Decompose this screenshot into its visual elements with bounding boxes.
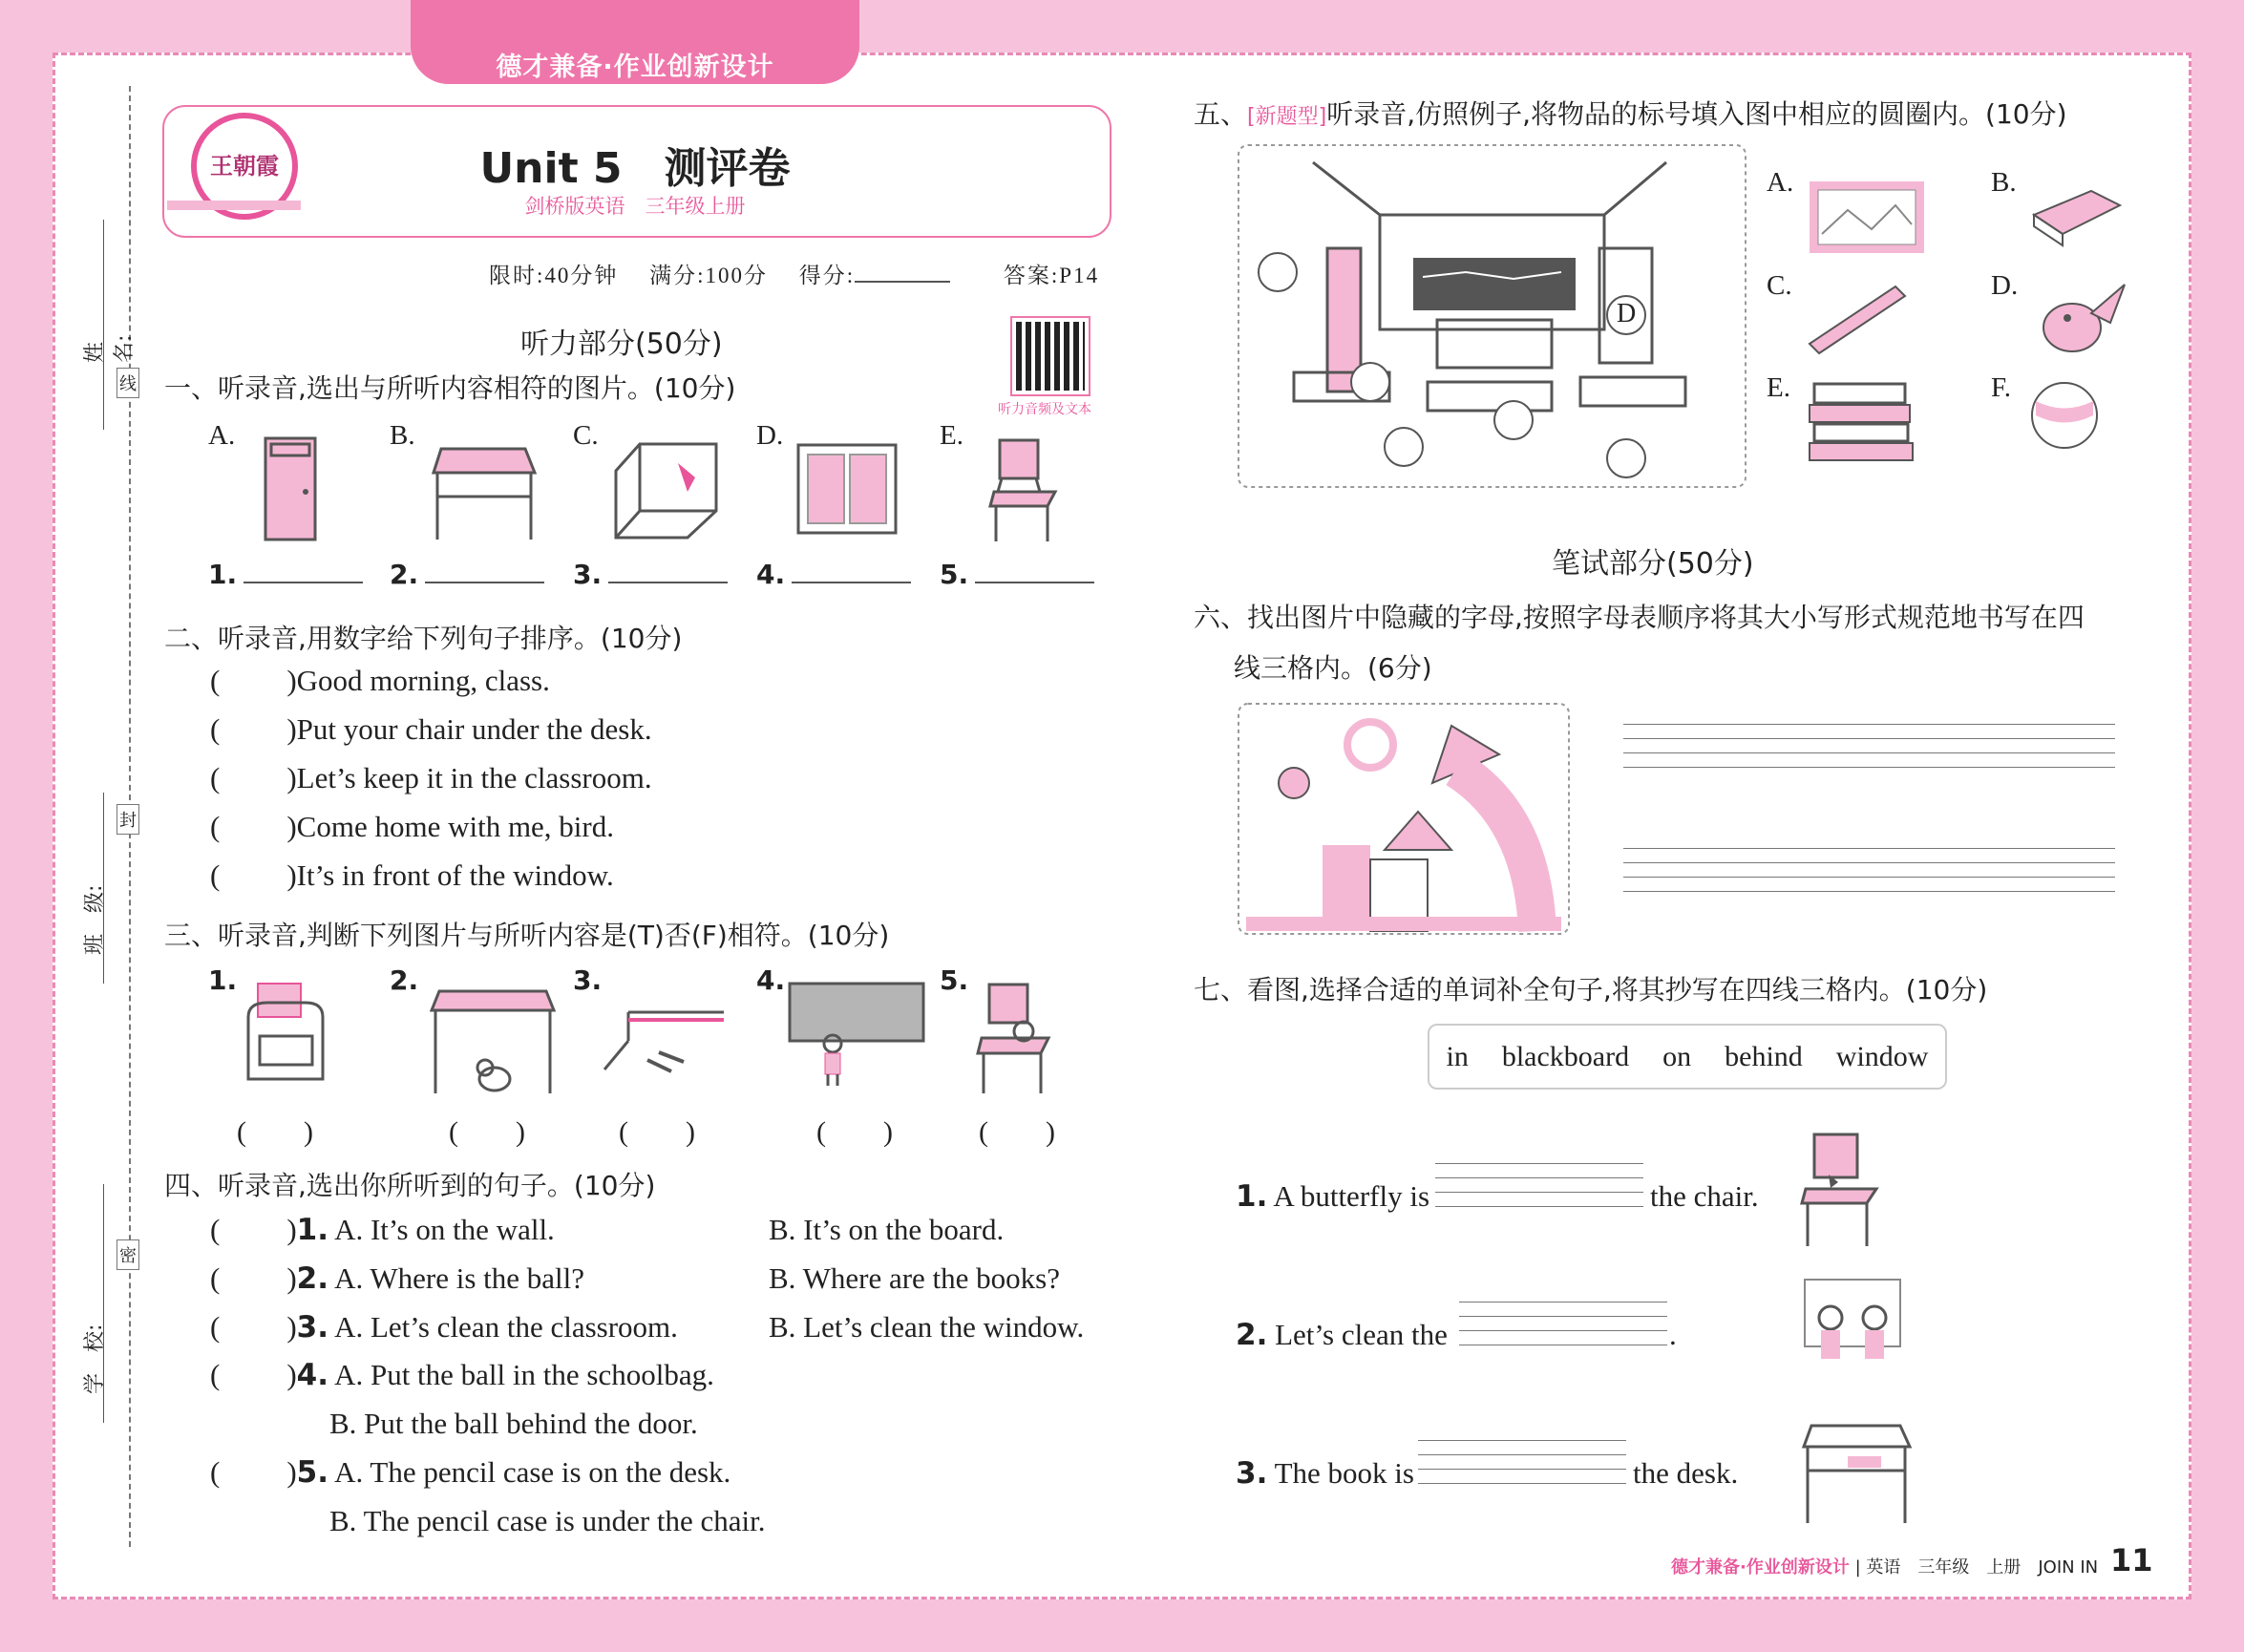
q5-option-a: A. <box>1767 167 1794 198</box>
q3-paren-3[interactable]: ( ) <box>619 1116 695 1148</box>
header-tab-text: 德才兼备·作业创新设计 <box>496 53 774 82</box>
word-behind: behind <box>1725 1040 1803 1072</box>
word-on: on <box>1662 1040 1692 1072</box>
q2-text-5: It’s in front of the window. <box>296 858 614 892</box>
q3-num-3: 3. <box>573 964 603 996</box>
q7-s3-pre: The book is <box>1274 1456 1414 1490</box>
q4-item-1: ( )1. A. It’s on the wall. <box>210 1213 555 1247</box>
q7-sentence-3 <box>1236 1456 1414 1491</box>
q6-title-line2: 线三格内。(6分) <box>1234 652 1432 684</box>
word-in: in <box>1446 1040 1469 1072</box>
q2-item-4: ( )Come home with me, bird. <box>210 810 614 843</box>
schoolbag-picture <box>239 979 334 1089</box>
chair-picture <box>988 434 1065 544</box>
score-blank[interactable] <box>855 281 950 283</box>
listening-title: 听力部分(50分) <box>520 328 723 361</box>
name-label: 姓 名: <box>83 320 137 363</box>
word-window: window <box>1835 1040 1929 1072</box>
time-limit: 限时:40分钟 <box>489 264 619 287</box>
q7-s2-lines[interactable] <box>1459 1302 1667 1359</box>
q4-title: 四、听录音,选出你所听到的句子。(10分) <box>164 1170 656 1201</box>
q5-option-d: D. <box>1991 270 2019 301</box>
q3-num-4: 4. <box>756 964 786 996</box>
class-label: 班 级: <box>83 884 107 955</box>
word-blackboard: blackboard <box>1501 1040 1630 1072</box>
qr-code[interactable] <box>1012 318 1089 394</box>
qr-label: 听力音频及文本 <box>998 402 1091 417</box>
q1-answer-2[interactable] <box>425 582 544 583</box>
class-blank <box>103 793 104 984</box>
q1-blank-2 <box>390 559 544 591</box>
q3-paren-1[interactable]: ( ) <box>237 1116 313 1148</box>
door-picture <box>258 434 325 544</box>
q3-num-2: 2. <box>390 964 419 996</box>
desk-cat-picture <box>430 984 559 1098</box>
q5-title: 五、[新题型]听录音,仿照例子,将物品的标号填入图中相应的圆圈内。(10分) <box>1194 98 2067 130</box>
window-picture <box>793 439 902 540</box>
q1-option-c: C. <box>573 420 599 451</box>
q2-text-3: Let’s keep it in the classroom. <box>296 761 652 794</box>
q5-option-f: F. <box>1991 372 2012 403</box>
q4-num-1: 1. <box>296 1213 329 1247</box>
q5-title-text: 听录音,仿照例子,将物品的标号填入图中相应的圆圈内。(10分) <box>1326 98 2067 130</box>
q1-blank-num-4: 4. <box>756 559 786 590</box>
kids-cleaning-picture <box>1800 1275 1905 1385</box>
q7-s1-lines[interactable] <box>1435 1163 1643 1220</box>
hidden-letters-picture <box>1237 702 1571 936</box>
q5-example-letter: D <box>1617 299 1637 328</box>
seal-mark-line: 线 <box>116 368 139 398</box>
q4-num-5: 5. <box>296 1455 329 1490</box>
q5-prefix: 五、 <box>1194 98 1248 130</box>
score-label: 得分: <box>798 264 856 287</box>
q5-option-b: B. <box>1991 167 2017 198</box>
footer: 德才兼备·作业创新设计 | 英语 三年级 上册 JOIN IN <box>1671 1557 2099 1578</box>
books-item <box>1805 374 1919 465</box>
q3-title: 三、听录音,判断下列图片与所听内容是(T)否(F)相符。(10分) <box>164 920 890 951</box>
q4-num-4: 4. <box>296 1358 329 1392</box>
q3-paren-5[interactable]: ( ) <box>979 1116 1055 1148</box>
full-score: 满分:100分 <box>649 264 769 287</box>
q7-s1-post: the chair. <box>1650 1179 1759 1213</box>
q1-answer-5[interactable] <box>975 582 1094 583</box>
q3-num-5: 5. <box>940 964 969 996</box>
eraser-item <box>2024 177 2125 253</box>
q3-paren-2[interactable]: ( ) <box>449 1116 525 1148</box>
q1-answer-4[interactable] <box>792 582 911 583</box>
school-blank <box>103 1184 104 1423</box>
q5-new-tag: 新题型 <box>1255 105 1319 129</box>
q5-option-e: E. <box>1767 372 1790 403</box>
q1-blank-num-5: 5. <box>940 559 969 590</box>
q5-option-c: C. <box>1767 270 1792 301</box>
q7-word-box <box>1428 1024 1947 1090</box>
q4-option-5b: B. The pencil case is under the chair. <box>329 1504 766 1537</box>
q1-blank-1 <box>208 559 363 591</box>
q4-option-1b: B. It’s on the board. <box>769 1213 1005 1246</box>
q4-option-4b: B. Put the ball behind the door. <box>329 1407 698 1440</box>
q4-option-2b: B. Where are the books? <box>769 1261 1061 1295</box>
q1-answer-1[interactable] <box>243 582 363 583</box>
q4-item-4: ( )4. A. Put the ball in the schoolbag. <box>210 1358 714 1392</box>
footer-info: 英语 三年级 上册 JOIN IN <box>1866 1557 2099 1578</box>
q2-text-4: Come home with me, bird. <box>296 810 614 843</box>
q4-option-2a: A. Where is the ball? <box>334 1261 585 1295</box>
q2-item-1: ( )Good morning, class. <box>210 664 550 697</box>
q2-item-3: ( )Let’s keep it in the classroom. <box>210 761 652 794</box>
q4-option-5a: A. The pencil case is on the desk. <box>334 1455 731 1489</box>
q7-s3-post: the desk. <box>1633 1456 1739 1490</box>
q1-blank-5 <box>940 559 1094 591</box>
chair-butterfly-picture <box>1800 1127 1886 1251</box>
q4-num-3: 3. <box>296 1310 329 1345</box>
page-number: 11 <box>2110 1542 2153 1578</box>
page-title: Unit 5 测评卷 <box>479 144 791 193</box>
name-blank <box>103 220 104 430</box>
q1-title: 一、听录音,选出与所听内容相符的图片。(10分) <box>164 372 736 404</box>
q1-blank-num-2: 2. <box>390 559 419 590</box>
q4-item-2: ( )2. A. Where is the ball? <box>210 1261 585 1296</box>
picture-frame-item <box>1805 177 1929 258</box>
q7-s1-pre: A butterfly is <box>1273 1179 1430 1213</box>
q7-num-1: 1. <box>1236 1179 1268 1214</box>
q6-title-line1: 六、找出图片中隐藏的字母,按照字母表顺序将其大小写形式规范地书写在四 <box>1194 602 2085 633</box>
q4-option-4a: A. Put the ball in the schoolbag. <box>334 1358 714 1391</box>
q7-title: 七、看图,选择合适的单词补全句子,将其抄写在四线三格内。(10分) <box>1194 974 1988 1006</box>
q4-option-3a: A. Let’s clean the classroom. <box>334 1310 678 1344</box>
q7-sentence-2 <box>1236 1318 1448 1352</box>
q2-text-1: Good morning, class. <box>296 664 550 697</box>
q7-num-3: 3. <box>1236 1456 1268 1491</box>
desk-book-picture <box>1800 1418 1915 1528</box>
q7-num-2: 2. <box>1236 1318 1268 1352</box>
q4-option-1a: A. It’s on the wall. <box>334 1213 555 1246</box>
q7-sentence-1 <box>1236 1179 1429 1214</box>
q6-writing-lines-1[interactable] <box>1623 724 2115 781</box>
writing-title: 笔试部分(50分) <box>1552 547 1754 581</box>
wall-pencils-picture <box>600 993 729 1089</box>
q2-item-5: ( )It’s in front of the window. <box>210 858 614 892</box>
q1-option-e: E. <box>940 420 963 451</box>
q1-blank-num-3: 3. <box>573 559 603 590</box>
seal-mark-seal: 封 <box>116 804 139 835</box>
chair-ball-picture <box>976 979 1057 1098</box>
desk-picture <box>430 439 540 544</box>
school-label: 学 校: <box>83 1324 107 1394</box>
page-subtitle: 剑桥版英语 三年级上册 <box>524 195 746 218</box>
q4-num-2: 2. <box>296 1261 329 1296</box>
corner-picture <box>611 434 726 544</box>
q6-writing-lines-2[interactable] <box>1623 848 2115 905</box>
logo-text: 王朝霞 <box>210 152 279 180</box>
ball-item <box>2026 377 2103 454</box>
q7-s2-post: . <box>1669 1318 1677 1351</box>
seal-mark-secret: 密 <box>116 1239 139 1270</box>
q1-option-a: A. <box>208 420 236 451</box>
q3-paren-4[interactable]: ( ) <box>816 1116 893 1148</box>
q4-option-3b: B. Let’s clean the window. <box>769 1310 1085 1344</box>
bird-item <box>2024 275 2129 366</box>
q7-s2-pre: Let’s clean the <box>1275 1318 1448 1351</box>
q2-title: 二、听录音,用数字给下列句子排序。(10分) <box>164 623 683 654</box>
q1-option-b: B. <box>390 420 415 451</box>
q4-item-3: ( )3. A. Let’s clean the classroom. <box>210 1310 678 1345</box>
blackboard-picture <box>785 979 928 1089</box>
q1-blank-num-1: 1. <box>208 559 238 590</box>
classroom-picture <box>1237 143 1747 489</box>
q1-blank-4 <box>756 559 911 591</box>
q4-item-5: ( )5. A. The pencil case is on the desk. <box>210 1455 731 1490</box>
q1-answer-3[interactable] <box>608 582 728 583</box>
q7-s3-lines[interactable] <box>1418 1440 1626 1497</box>
answer-page: 答案:P14 <box>1003 264 1100 287</box>
q1-blank-3 <box>573 559 728 591</box>
exam-info <box>489 258 1099 289</box>
q1-option-d: D. <box>756 420 784 451</box>
q3-num-1: 1. <box>208 964 238 996</box>
q2-item-2: ( )Put your chair under the desk. <box>210 712 652 746</box>
footer-brand: 德才兼备·作业创新设计 <box>1671 1557 1850 1578</box>
ruler-item <box>1805 277 1910 358</box>
q2-text-2: Put your chair under the desk. <box>296 712 652 746</box>
header-tab <box>411 0 859 84</box>
